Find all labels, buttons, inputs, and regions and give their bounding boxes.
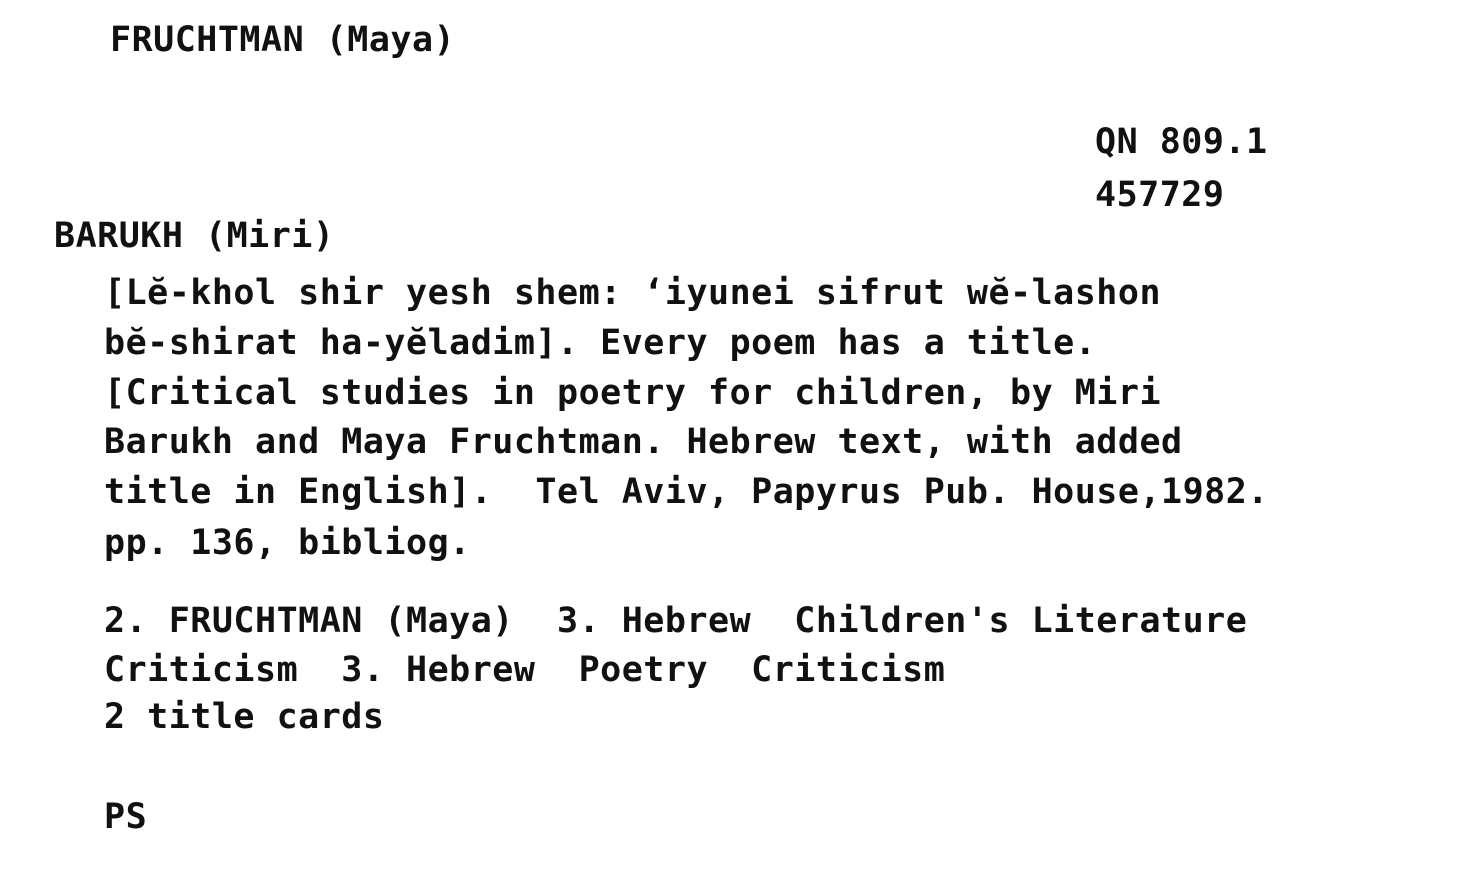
- description-line: [Critical studies in poetry for children, by Miri: [104, 373, 1162, 413]
- tracing-line: 2. FRUCHTMAN (Maya) 3. Hebrew Children's Literature: [104, 601, 1248, 641]
- description-line: title in English]. Tel Aviv, Papyrus Pub. House,1982.: [104, 472, 1269, 512]
- description-line: Barukh and Maya Fruchtman. Hebrew text, with added: [104, 422, 1183, 462]
- description-line: pp. 136, bibliog.: [104, 523, 471, 563]
- tracing-line: 2 title cards: [104, 697, 385, 737]
- description-line: bĕ-shirat ha-yĕladim]. Every poem has a title.: [104, 323, 1097, 363]
- main-entry-author: BARUKH (Miri): [54, 216, 335, 256]
- added-entry-heading: FRUCHTMAN (Maya): [110, 20, 456, 60]
- call-number-accession: 457729: [1095, 175, 1225, 215]
- cataloger-initials: PS: [104, 797, 148, 837]
- call-number-class: QN 809.1: [1095, 122, 1268, 162]
- tracing-line: Criticism 3. Hebrew Poetry Criticism: [104, 650, 946, 690]
- description-line: [Lĕ-khol shir yesh shem: ‘iyunei sifrut wĕ-lashon: [104, 273, 1162, 313]
